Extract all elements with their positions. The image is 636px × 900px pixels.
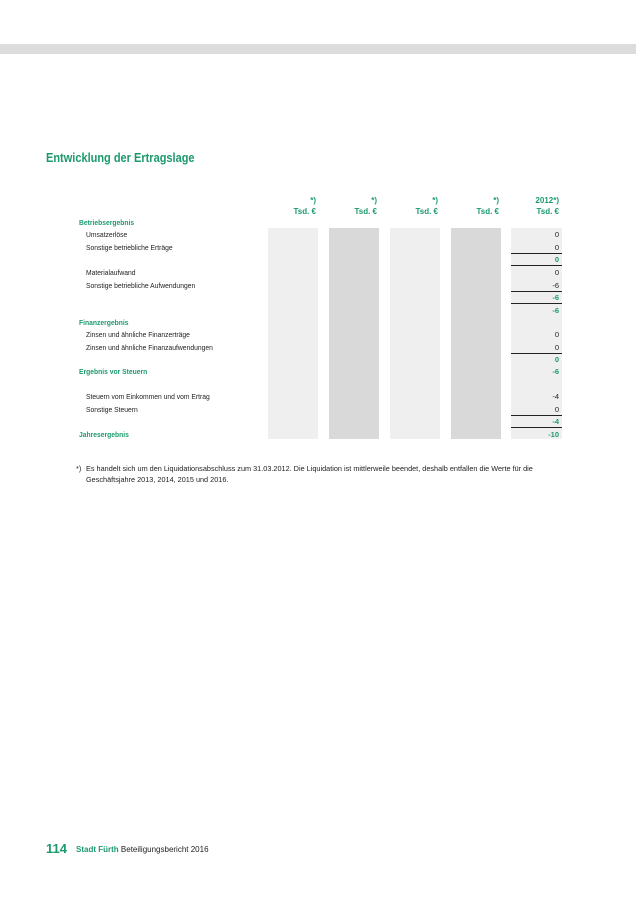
column-bg-3 [390,228,440,439]
value-finanzergebnis-total: 0 [554,355,559,364]
column-note-5: 2012*) [535,196,559,205]
row-label-ergebnis-vor-steuern: Ergebnis vor Steuern [79,367,148,376]
subtotal-rule [511,427,562,428]
page-heading: Entwicklung der Ertragslage [46,151,195,165]
value-subtotal-1: 0 [554,255,559,264]
row-label-steuern-ee: Steuern vom Einkommen und vom Ertrag [86,392,210,401]
row-label-finanzergebnis: Finanzergebnis [79,318,129,327]
column-bg-1 [268,228,318,439]
row-label-materialaufwand: Materialaufwand [86,268,136,277]
column-bg-4 [451,228,501,439]
row-label-zinsertraege: Zinsen und ähnliche Finanzerträge [86,330,190,339]
column-unit-2: Tsd. € [354,207,377,216]
subtotal-rule [511,291,562,292]
value-zinsertraege: 0 [554,330,559,339]
value-materialaufwand: 0 [554,268,559,277]
value-subtotal-2: -6 [552,293,559,302]
value-subtotal-3: -4 [552,417,559,426]
column-note-4: *) [493,196,499,205]
value-sonstige-steuern: 0 [554,405,559,414]
top-band [0,44,636,54]
value-ergebnis-vor-steuern: -6 [552,367,559,376]
footnote-text: Es handelt sich um den Liquidationsabschluss zum 31.03.2012. Die Liquidation ist mittlerweile beendet, deshalb entfallen die Werte für die Geschäftsjahre 2013, 2014, 2015 und 2016. [86,464,533,484]
subtotal-rule [511,303,562,304]
footer-title [76,845,209,854]
row-label-zinsaufwendungen: Zinsen und ähnliche Finanzaufwendungen [86,343,213,352]
page-number: 114 [46,841,67,856]
value-jahresergebnis: -10 [548,430,559,439]
row-label-umsatzerloese: Umsatzerlöse [86,230,128,239]
footnote [76,464,564,485]
row-label-jahresergebnis: Jahresergebnis [79,430,129,439]
footnote-mark: *) [76,464,82,473]
column-unit-4: Tsd. € [476,207,499,216]
row-label-sonstige-steuern: Sonstige Steuern [86,405,138,414]
column-note-2: *) [371,196,377,205]
value-zinsaufwendungen: 0 [554,343,559,352]
column-unit-5: Tsd. € [536,207,559,216]
column-unit-3: Tsd. € [415,207,438,216]
subtotal-rule [511,415,562,416]
column-note-1: *) [310,196,316,205]
row-label-sonstige-aufwendungen: Sonstige betriebliche Aufwendungen [86,281,196,290]
column-unit-1: Tsd. € [293,207,316,216]
row-label-sonstige-ertraege: Sonstige betriebliche Erträge [86,243,173,252]
subtotal-rule [511,265,562,266]
row-label-betriebsergebnis: Betriebsergebnis [79,218,135,227]
column-bg-2 [329,228,379,439]
value-umsatzerloese: 0 [554,230,559,239]
value-betriebsergebnis-total: -6 [552,306,559,315]
value-sonstige-ertraege: 0 [554,243,559,252]
value-sonstige-aufwendungen: -6 [552,281,559,290]
column-note-3: *) [432,196,438,205]
subtotal-rule [511,253,562,254]
footer-brand: Stadt Fürth [76,845,119,854]
subtotal-rule [511,353,562,354]
footer-report-title: Beteiligungsbericht 2016 [120,845,209,854]
value-steuern-ee: -4 [552,392,559,401]
